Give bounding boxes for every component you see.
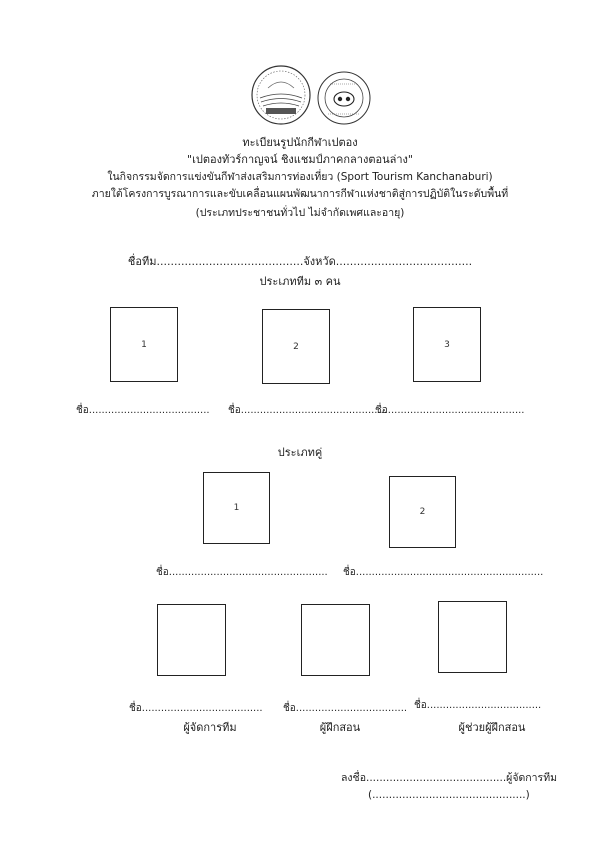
category-note: (ประเภทประชาชนทั่วไป ไม่จำกัดเพศและอายุ) [195,207,405,219]
project-subtitle: ภายใต้โครงการบูรณาการและขับเคลื่อนแผนพัฒนาการกีฬาแห่งชาติสู่การปฏิบัติในระดับพื้นที่ [91,188,509,200]
photo-box-coach[interactable] [301,604,370,676]
name-field[interactable]: ชื่อ........................................... [375,405,525,416]
photo-box-manager[interactable] [157,604,226,676]
section-pair-title: ประเภทคู่ [277,446,323,459]
photo-box-assistant-coach[interactable] [438,601,507,673]
name-field[interactable]: ชื่อ...................................... [76,405,210,416]
name-field[interactable]: ชื่อ...................................... [129,703,263,714]
section-three-title: ประเภททีม ๓ คน [259,275,341,288]
name-field[interactable]: ชื่อ........................................................... [343,567,544,578]
photo-box-1[interactable] [110,307,178,382]
form-title: ทะเบียนรูปนักกีฬาเปตอง [242,136,358,149]
role-label-coach: ผู้ฝึกสอน [319,721,361,734]
photo-number: 2 [293,341,299,352]
name-field[interactable]: ชื่อ................................... [283,703,408,714]
photo-box-pair-1[interactable] [203,472,270,544]
signature-line[interactable]: ลงชื่อ..........................................ผู้จัดการทีม [341,772,558,784]
signature-name-line[interactable]: (..............................................) [368,789,530,801]
name-field[interactable]: ชื่อ.................................... [414,700,542,711]
photo-number: 2 [419,507,426,517]
name-field[interactable]: ชื่อ.................................................. [156,567,328,578]
photo-number: 3 [444,339,450,350]
role-label-assistant-coach: ผู้ช่วยผู้ฝึกสอน [458,721,526,734]
role-label-manager: ผู้จัดการทีม [183,721,237,734]
activity-subtitle: ในกิจกรรมจัดการแข่งขันกีฬาส่งเสริมการท่องเที่ยว (Sport Tourism Kanchanaburi) [107,171,493,183]
seal-emblem-logo [316,70,372,126]
photo-box-pair-2[interactable] [389,476,456,548]
photo-number: 1 [141,339,147,350]
photo-box-3[interactable] [413,307,481,382]
photo-box-2[interactable] [262,309,330,384]
circular-emblem-logo [250,64,312,126]
photo-number: 1 [233,503,240,513]
name-field[interactable]: ชื่อ.............................................. [228,405,388,416]
event-title: "เปตองทัวร์กาญจน์ ชิงแชมป์ภาคกลางตอนล่าง" [187,153,413,166]
team-province-line: ชื่อทีม..........................................จังหวัด....................................... [127,255,473,268]
